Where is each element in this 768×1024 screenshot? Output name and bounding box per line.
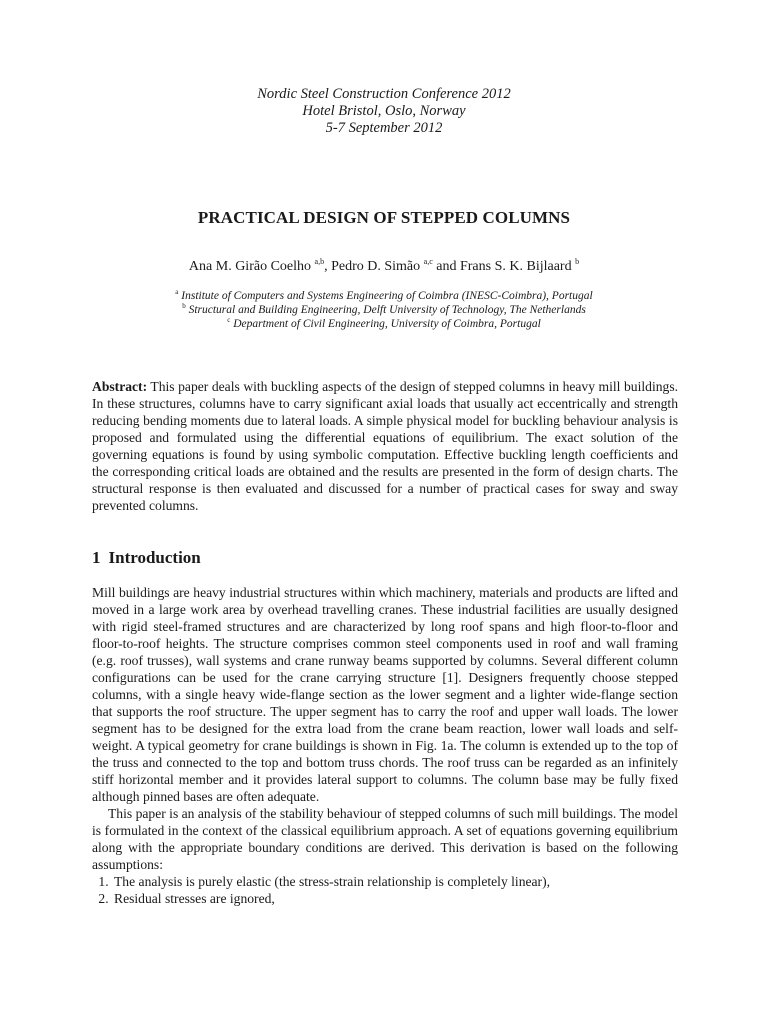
- affiliation-mark: b: [182, 302, 186, 310]
- author-name: Ana M. Girão Coelho: [188, 259, 312, 274]
- author-name: Pedro D. Simão: [331, 259, 421, 274]
- paper-title: PRACTICAL DESIGN OF STEPPED COLUMNS: [197, 208, 571, 227]
- affiliation-text: Institute of Computers and Systems Engineering of Coimbra (INESC-Coimbra), Portugal: [181, 290, 593, 302]
- affiliation-text: Department of Civil Engineering, University of Coimbra, Portugal: [233, 318, 541, 330]
- author-separator: and: [432, 259, 460, 274]
- list-item: 2. Residual stresses are ignored,: [112, 890, 678, 907]
- conference-header: [0, 86, 768, 137]
- affiliation-item: [0, 303, 768, 317]
- affiliation-mark: a: [175, 288, 179, 296]
- affiliation-item: [0, 289, 768, 303]
- section-body: [92, 584, 678, 907]
- author-affiliation-mark: b: [575, 257, 580, 266]
- section-heading: [92, 548, 201, 568]
- affiliation-mark: c: [227, 316, 231, 324]
- body-paragraph: Mill buildings are heavy industrial structures within which machinery, materials and products are lifted and moved in a large work area by overhead travelling cranes. These industrial facilities are usually designed with rigid steel-framed structures and are characterized by long roof spans and high floor-to-floor and floor-to-roof heights. The structure comprises common steel components used in roof and wall framing (e.g. roof trusses), wall systems and crane runway beams supported by columns. Several different column configurations can be used for the crane carrying structure [1]. Designers frequently choose stepped columns, with a single heavy wide-flange section as the lower segment and a lighter wide-flange section that supports the roof structure. The upper segment has to carry the roof and upper wall loads. The lower segment has to be designed for the extra load from the crane beam reaction, lower wall loads and self-weight. A typical geometry for crane buildings is shown in Fig. 1a. The column is extended up to the top of the truss and connected to the top and bottom truss chords. The roof truss can be regarded as an infinitely stiff horizontal member and it provides lateral support to columns. The column base may be fully fixed although pinned bases are often adequate.: [92, 585, 678, 804]
- abstract-label: Abstract:: [92, 379, 148, 394]
- conference-dates: 5-7 September 2012: [325, 120, 443, 136]
- author-affiliation-mark: a,b: [314, 257, 325, 266]
- conference-venue: Hotel Bristol, Oslo, Norway: [302, 103, 466, 119]
- author-name: Frans S. K. Bijlaard: [459, 259, 572, 274]
- abstract-text: This paper deals with buckling aspects of the design of stepped columns in heavy mill buildings. In these structures, columns have to carry significant axial loads that usually act eccentrically and strength reducing bending moments due to lateral loads. A simple physical model for buckling behaviour analysis is proposed and formulated using the differential equations of equilibrium. The exact solution of the governing equations is found by using symbolic computation. Effective buckling length coefficients and the corresponding critical loads are obtained and the results are presented in the form of design charts. The structural response is then evaluated and discussed for a number of practical cases for sway and sway prevented columns.: [92, 379, 679, 513]
- list-item: 1. The analysis is purely elastic (the stress-strain relationship is completely linear),: [112, 873, 678, 890]
- affiliation-list: [0, 289, 768, 331]
- section-number: 1: [92, 548, 101, 567]
- abstract: [92, 378, 678, 514]
- body-paragraph: This paper is an analysis of the stability behaviour of stepped columns of such mill buildings. The model is formulated in the context of the classical equilibrium approach. A set of equations governing equilibrium along with the appropriate boundary conditions are derived. This derivation is based on the following assumptions:: [92, 806, 678, 872]
- author-list: [0, 259, 768, 275]
- section-title: Introduction: [108, 548, 201, 567]
- conference-name: Nordic Steel Construction Conference 2012: [257, 86, 511, 102]
- affiliation-item: [0, 317, 768, 331]
- author-affiliation-mark: a,c: [423, 257, 433, 266]
- author-separator: ,: [324, 259, 332, 274]
- affiliation-text: Structural and Building Engineering, Delft University of Technology, The Netherlands: [188, 304, 586, 316]
- assumption-list: [92, 873, 678, 907]
